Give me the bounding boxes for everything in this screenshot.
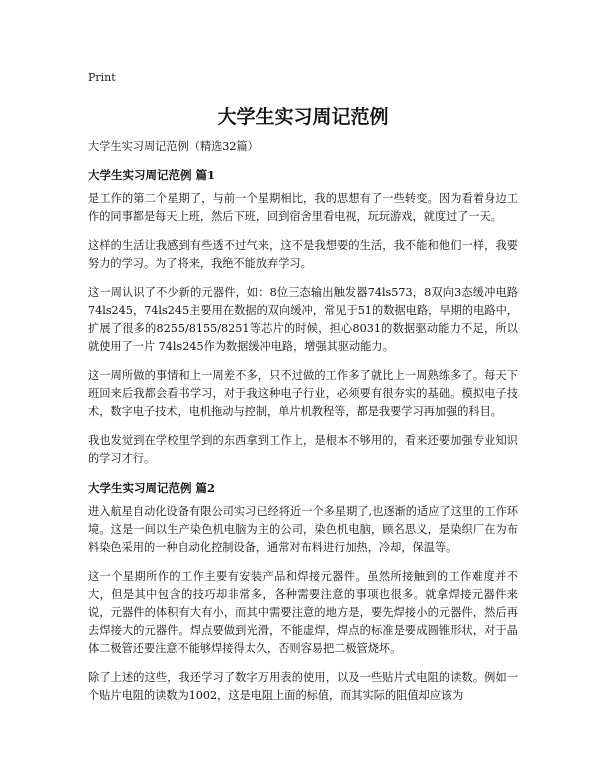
paragraph: 是工作的第二个星期了，与前一个星期相比，我的思想有了一些转变。因为看着身边工作的同事都是每天上班，然后下班，回到宿舍里看电视，玩玩游戏，就度过了一天。 [88,192,518,223]
section-2 [88,479,518,705]
document-subtitle: 大学生实习周记范例（精选32篇） [88,140,259,153]
paragraph: 这样的生活让我感到有些透不过气来，这不是我想要的生活，我不能和他们一样，我要努力的学习。为了将来，我绝不能放弃学习。 [88,239,518,270]
paragraph: 这一周认识了不少新的元器件，如：8位三态输出触发器74ls573，8双向3态缓冲电路74ls245，74ls245主要用在数据的双向缓冲，常见于51的数据电路，早期的电路中，扩展了很多的8255/8155/8251等芯片的时候，担心8031的数据驱动能力不足，所以就使用了一片 74ls245作为数据缓冲电路，增强其驱动能力。 [88,286,518,353]
paragraph: 进入航星自动化设备有限公司实习已经将近一个多星期了,也逐渐的适应了这里的工作环境。这是一间以生产染色机电脑为主的公司，染色机电脑，顾名思义，是染织厂在为布料染色采用的一种自动化控制设备，通常对布料进行加热，冷却，保温等。 [88,505,518,554]
section-heading: 大学生实习周记范例 篇1 [88,168,216,182]
paragraph: 这一周所做的事情和上一周差不多，只不过做的工作多了就比上一周熟练多了。每天下班回来后我都会看书学习，对于我这种电子行业，必须要有很夯实的基础。模拟电子技术，数字电子技术，电机拖动与控制，单片机教程等，都是我要学习再加强的科目。 [88,369,518,418]
paragraph: 我也发觉到在学校里学到的东西拿到工作上，是根本不够用的，看来还要加强专业知识的学习才行。 [88,434,518,465]
document-page [88,66,518,716]
print-link[interactable]: Print [88,71,116,84]
section-1 [88,166,518,468]
paragraph: 这一个星期所作的工作主要有安装产品和焊接元器件。虽然所接触到的工作难度并不大，但是其中包含的技巧却非常多，各种需要注意的事项也很多。就拿焊接元器件来说，元器件的体积有大有小，而其中需要注意的地方是，要先焊接小的元器件，然后再去焊接大的元器件。焊点要做到光滑，不能虚焊，焊点的标准是要成圆锥形状，对于晶体二极管还要注意不能够焊接得太久，否则容易把二极管烧坏。 [88,570,518,655]
section-heading: 大学生实习周记范例 篇2 [88,481,216,495]
paragraph: 除了上述的这些，我还学习了数字万用表的使用，以及一些贴片式电阻的读数。例如一个贴片电阻的读数为1002，这是电阻上面的标值，而其实际的阻值却应该为 [88,671,518,702]
page-title: 大学生实习周记范例 [217,106,389,128]
